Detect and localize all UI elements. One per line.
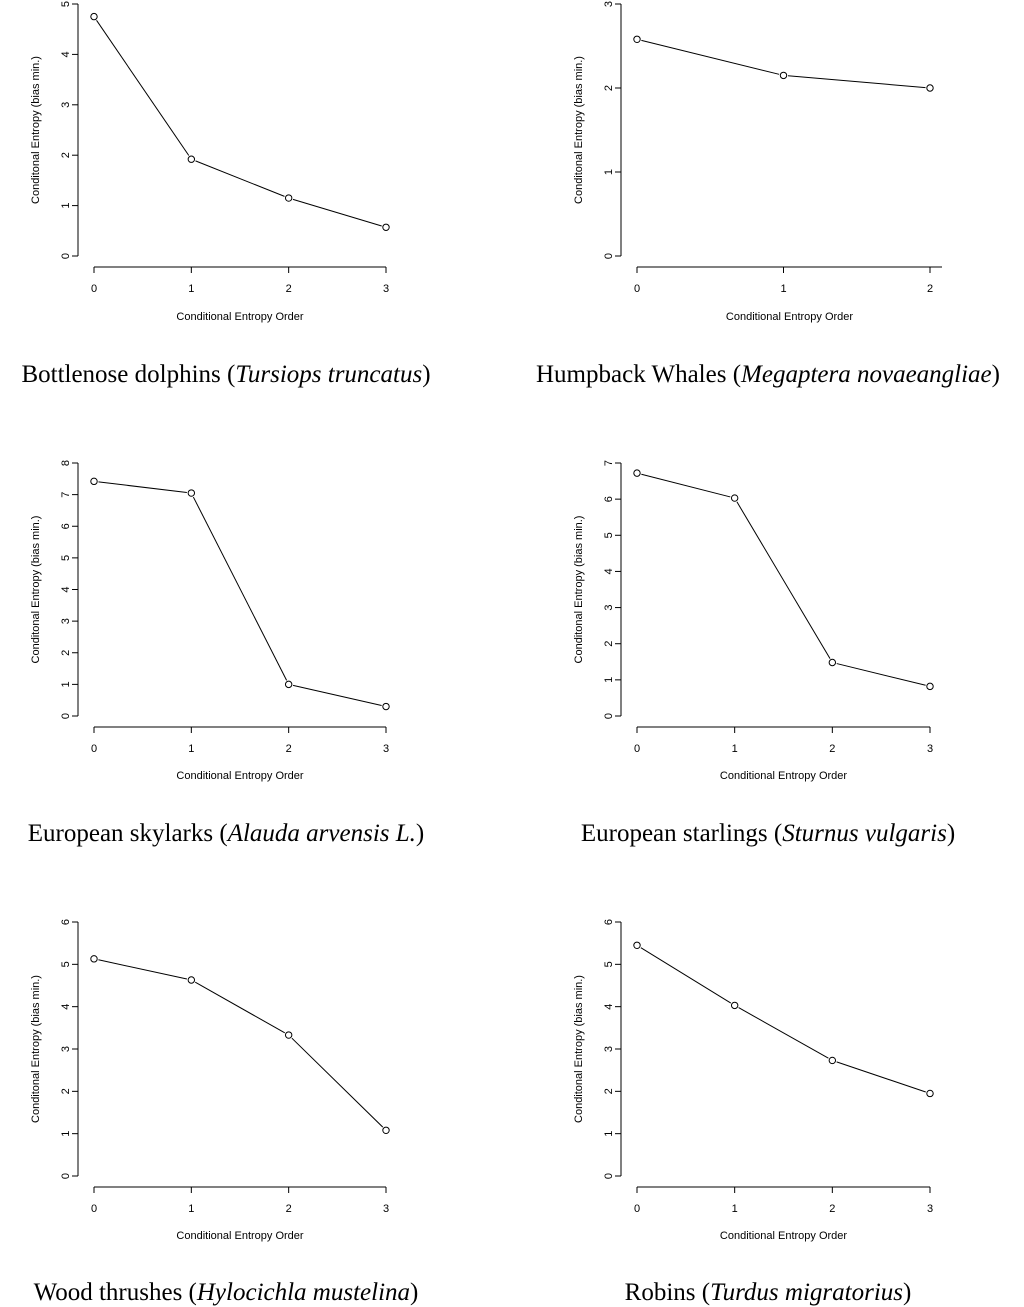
x-tick-label: 3 <box>382 283 390 295</box>
y-axis-label: Conditonal Entropy (bias min.) <box>30 56 42 204</box>
data-point <box>188 156 194 162</box>
caption-close-paren: ) <box>903 1279 912 1306</box>
data-point <box>285 1032 291 1038</box>
y-tick-label: 2 <box>60 152 72 159</box>
data-point <box>188 490 194 496</box>
x-tick-label: 2 <box>926 283 934 295</box>
data-point <box>188 977 194 983</box>
caption-close-paren: ) <box>422 361 431 388</box>
series-line-segment <box>737 502 830 659</box>
y-tick-label: 2 <box>603 84 615 92</box>
y-tick-label: 2 <box>60 649 72 656</box>
y-tick-label: 3 <box>60 101 72 108</box>
y-tick-label: 4 <box>603 1003 615 1010</box>
y-tick-label: 1 <box>603 168 615 176</box>
x-tick-label: 0 <box>90 283 98 295</box>
caption-species: Turdus migratorius <box>710 1279 903 1306</box>
caption-close-paren: ) <box>946 820 956 847</box>
x-tick-label: 1 <box>731 743 738 755</box>
series-line-segment <box>98 960 187 979</box>
series-line-segment <box>641 474 730 497</box>
y-tick-label: 0 <box>60 1172 72 1180</box>
data-point <box>927 1090 933 1096</box>
y-tick-label: 4 <box>60 586 72 593</box>
y-tick-label: 6 <box>603 918 615 926</box>
x-tick-label: 2 <box>285 283 292 295</box>
caption-common-name: Robins ( <box>624 1279 711 1306</box>
caption-species: Tursiops truncatus <box>235 361 423 388</box>
y-tick-label: 6 <box>60 918 72 926</box>
y-tick-label: 1 <box>603 1130 615 1137</box>
y-tick-label: 0 <box>603 1172 615 1180</box>
y-tick-label: 3 <box>603 604 615 611</box>
x-axis-label: Conditional Entropy Order <box>176 1230 304 1242</box>
caption-common-name: Humpback Whales ( <box>536 361 742 388</box>
chart-caption <box>536 361 1000 388</box>
caption-close-paren: ) <box>991 361 1000 388</box>
series-line-segment <box>641 40 779 74</box>
series-line-segment <box>837 664 926 686</box>
chart-caption <box>625 1279 912 1306</box>
y-tick-label: 2 <box>603 640 615 647</box>
y-tick-label: 0 <box>603 252 615 260</box>
series-line-segment <box>641 948 731 1003</box>
series-line-segment <box>293 685 382 705</box>
y-tick-label: 1 <box>603 676 615 683</box>
data-point <box>927 85 933 91</box>
series-line-segment <box>837 1062 926 1092</box>
series-line-segment <box>292 1038 383 1127</box>
chart-caption <box>34 1279 419 1306</box>
chart-panel-2 <box>536 1 1000 388</box>
caption-species: Hylocichla mustelina <box>196 1279 411 1306</box>
caption-species: Megaptera novaeangliae <box>741 361 992 388</box>
data-point <box>285 195 291 201</box>
x-axis-label: Conditional Entropy Order <box>176 311 304 323</box>
caption-close-paren: ) <box>415 820 425 847</box>
x-tick-label: 0 <box>633 743 641 755</box>
y-tick-label: 0 <box>603 712 615 720</box>
y-tick-label: 0 <box>60 252 72 260</box>
y-tick-label: 2 <box>60 1088 72 1095</box>
y-tick-label: 4 <box>603 568 615 575</box>
y-tick-label: 5 <box>603 961 615 968</box>
data-point <box>780 72 786 78</box>
data-point <box>285 681 291 687</box>
y-tick-label: 1 <box>60 681 72 688</box>
x-tick-label: 2 <box>829 1203 836 1215</box>
data-point <box>829 1057 835 1063</box>
y-tick-label: 2 <box>603 1088 615 1095</box>
x-tick-label: 3 <box>382 1203 390 1215</box>
data-point <box>91 13 97 19</box>
caption-common-name: European starlings ( <box>580 820 783 847</box>
series-line-segment <box>739 1008 829 1059</box>
caption-close-paren: ) <box>410 1279 419 1306</box>
x-tick-label: 0 <box>90 743 98 755</box>
y-tick-label: 6 <box>60 523 72 530</box>
x-axis-label: Conditional Entropy Order <box>176 770 304 782</box>
y-tick-label: 5 <box>60 961 72 968</box>
x-tick-label: 3 <box>926 1203 934 1215</box>
data-point <box>634 942 640 948</box>
y-tick-label: 8 <box>60 459 72 467</box>
x-tick-label: 1 <box>780 283 787 295</box>
chart-panel-6 <box>573 919 933 1306</box>
series-line-segment <box>97 20 189 155</box>
x-tick-label: 0 <box>633 1203 641 1215</box>
y-tick-label: 5 <box>60 554 72 561</box>
series-line-segment <box>193 497 286 680</box>
y-tick-label: 3 <box>603 1045 615 1053</box>
y-tick-label: 3 <box>60 1045 72 1053</box>
y-axis-label: Conditonal Entropy (bias min.) <box>30 975 42 1123</box>
data-point <box>731 495 737 501</box>
data-point <box>634 36 640 42</box>
data-point <box>383 224 389 230</box>
series-line-segment <box>293 199 382 226</box>
x-tick-label: 2 <box>829 743 836 755</box>
x-tick-label: 1 <box>731 1203 738 1215</box>
chart-panel-1 <box>21 1 430 388</box>
y-tick-label: 5 <box>60 0 72 8</box>
x-tick-label: 2 <box>285 743 292 755</box>
data-point <box>383 1127 389 1133</box>
y-tick-label: 0 <box>60 712 72 720</box>
y-tick-label: 1 <box>60 202 72 209</box>
caption-common-name: European skylarks ( <box>27 820 228 847</box>
y-axis-label: Conditonal Entropy (bias min.) <box>573 515 585 664</box>
y-axis-label: Conditonal Entropy (bias min.) <box>573 56 585 204</box>
series-line-segment <box>98 482 186 493</box>
series-line-segment <box>788 76 926 88</box>
x-tick-label: 1 <box>188 283 195 295</box>
x-tick-label: 3 <box>926 743 934 755</box>
data-point <box>91 956 97 962</box>
x-tick-label: 1 <box>188 743 195 755</box>
y-tick-label: 4 <box>60 1003 72 1010</box>
data-point <box>383 703 389 709</box>
y-tick-label: 1 <box>60 1130 72 1137</box>
chart-panel-5 <box>30 919 418 1306</box>
x-tick-label: 0 <box>633 283 641 295</box>
y-tick-label: 3 <box>60 618 72 625</box>
x-axis-label: Conditional Entropy Order <box>725 311 854 323</box>
chart-caption <box>28 820 424 847</box>
series-line-segment <box>196 161 285 196</box>
y-tick-label: 3 <box>603 0 615 8</box>
x-tick-label: 1 <box>188 1203 195 1215</box>
y-tick-label: 4 <box>60 51 72 58</box>
caption-species: Alauda arvensis L. <box>227 820 416 847</box>
y-tick-label: 6 <box>603 496 615 503</box>
data-point <box>731 1002 737 1008</box>
x-tick-label: 3 <box>382 743 390 755</box>
series-line-segment <box>195 982 284 1033</box>
data-point <box>927 683 933 689</box>
chart-caption <box>581 820 955 847</box>
y-tick-label: 7 <box>603 459 615 467</box>
x-axis-label: Conditional Entropy Order <box>719 1230 848 1242</box>
caption-common-name: Bottlenose dolphins ( <box>21 361 236 388</box>
y-tick-label: 7 <box>60 491 72 498</box>
caption-common-name: Wood thrushes ( <box>33 1279 197 1306</box>
y-tick-label: 5 <box>603 532 615 539</box>
data-point <box>634 470 640 476</box>
x-tick-label: 2 <box>285 1203 292 1215</box>
x-axis-label: Conditional Entropy Order <box>719 770 848 782</box>
chart-panel-4 <box>573 460 955 847</box>
chart-caption <box>21 361 430 388</box>
chart-panel-3 <box>28 460 424 847</box>
x-tick-label: 0 <box>90 1203 98 1215</box>
y-axis-label: Conditonal Entropy (bias min.) <box>573 975 585 1123</box>
data-point <box>91 478 97 484</box>
data-point <box>829 659 835 665</box>
y-axis-label: Conditonal Entropy (bias min.) <box>30 515 42 664</box>
caption-species: Sturnus vulgaris <box>782 820 947 847</box>
